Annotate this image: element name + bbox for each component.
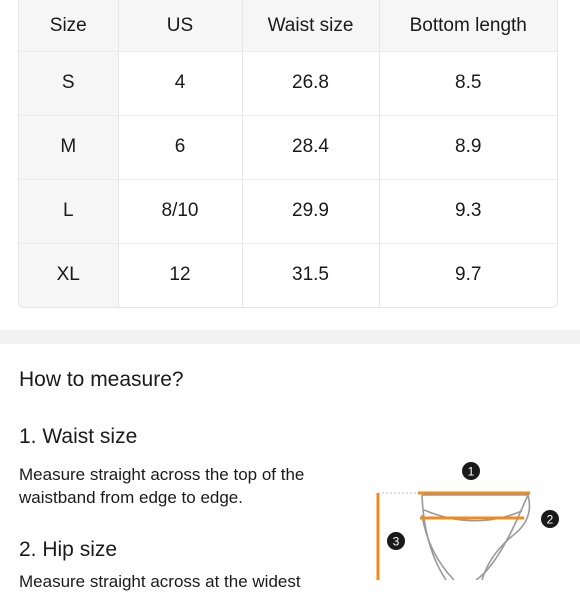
measurement-diagram	[366, 455, 580, 580]
table-row	[19, 179, 557, 243]
cell-waist: 28.4	[242, 115, 379, 179]
table-header-row	[19, 0, 557, 51]
marker-3-label: 3	[392, 534, 400, 549]
marker-2-label: 2	[546, 512, 554, 527]
marker-1-label: 1	[467, 464, 475, 479]
table-row	[19, 115, 557, 179]
waist-size-heading: 1. Waist size	[19, 425, 138, 448]
marker-2-icon	[541, 510, 559, 528]
cell-size: L	[19, 179, 118, 243]
cell-waist: 29.9	[242, 179, 379, 243]
table-row	[19, 51, 557, 115]
header-bottom-length: Bottom length	[379, 0, 557, 51]
size-chart-table	[19, 0, 557, 307]
briefs-outline	[422, 495, 530, 580]
waist-size-instructions: Measure straight across the top of the waistband from edge to edge.	[19, 465, 305, 507]
cell-us: 6	[118, 115, 242, 179]
cell-bottom-length: 9.3	[379, 179, 557, 243]
hip-size-instructions: Measure straight across at the widest	[19, 572, 301, 591]
header-waist-size: Waist size	[242, 0, 379, 51]
cell-us: 4	[118, 51, 242, 115]
cell-bottom-length: 8.9	[379, 115, 557, 179]
header-size: Size	[19, 0, 118, 51]
cell-size: M	[19, 115, 118, 179]
cell-us: 8/10	[118, 179, 242, 243]
cell-size: S	[19, 51, 118, 115]
size-chart-table-container	[18, 0, 558, 308]
header-us: US	[118, 0, 242, 51]
cell-bottom-length: 9.7	[455, 264, 482, 285]
section-divider	[0, 330, 580, 344]
marker-3-icon	[387, 532, 405, 550]
how-to-measure-title: How to measure?	[19, 368, 184, 391]
cell-us: 12	[118, 243, 242, 307]
hip-size-heading: 2. Hip size	[19, 538, 118, 561]
cell-waist: 31.5	[242, 243, 379, 307]
table-row	[19, 243, 557, 307]
cell-bottom-length: 8.5	[379, 51, 557, 115]
marker-1-icon	[462, 462, 480, 480]
cell-size: XL	[19, 243, 118, 307]
cell-waist: 26.8	[242, 51, 379, 115]
